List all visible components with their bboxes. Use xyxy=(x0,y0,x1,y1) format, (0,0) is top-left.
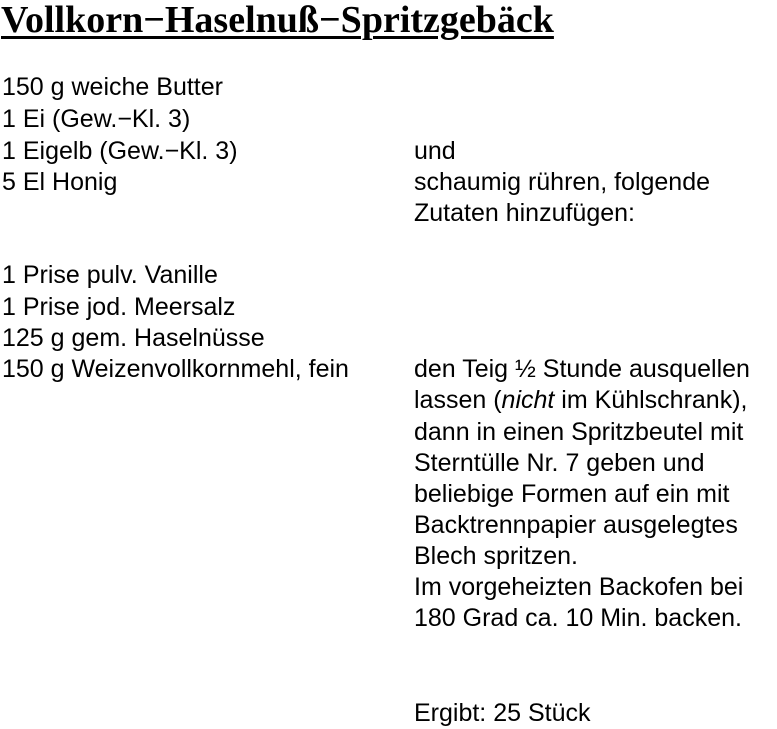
instruction-whip: schaumig rühren, folgende xyxy=(414,168,711,196)
instruction-shapes: beliebige Formen auf ein mit xyxy=(414,480,730,508)
instruction-emphasis-nicht: nicht xyxy=(501,386,555,414)
instruction-not-fridge-end: im Kühlschrank), xyxy=(554,386,748,414)
ingredient-egg: 1 Ei (Gew.−Kl. 3) xyxy=(2,105,191,133)
instruction-rest-dough: den Teig ½ Stunde ausquellen xyxy=(414,355,750,383)
ingredient-egg-yolk: 1 Eigelb (Gew.−Kl. 3) xyxy=(2,137,238,165)
ingredient-sea-salt: 1 Prise jod. Meersalz xyxy=(2,293,236,321)
instruction-not-fridge xyxy=(414,385,747,416)
instruction-and: und xyxy=(414,137,456,165)
ingredient-honey: 5 El Honig xyxy=(2,168,118,196)
recipe-yield: Ergibt: 25 Stück xyxy=(414,699,591,727)
ingredient-vanilla: 1 Prise pulv. Vanille xyxy=(2,261,218,289)
ingredient-flour: 150 g Weizenvollkornmehl, fein xyxy=(2,355,349,383)
instruction-star-nozzle: Sterntülle Nr. 7 geben und xyxy=(414,449,705,477)
ingredient-hazelnuts: 125 g gem. Haselnüsse xyxy=(2,324,265,352)
recipe-title: Vollkorn−Haselnuß−Spritzgebäck xyxy=(1,0,554,41)
instruction-add-ingredients: Zutaten hinzufügen: xyxy=(414,199,635,227)
instruction-preheated-oven: Im vorgeheizten Backofen bei xyxy=(414,573,744,601)
instruction-baking-paper: Backtrennpapier ausgelegtes xyxy=(414,511,738,539)
instruction-bake-time: 180 Grad ca. 10 Min. backen. xyxy=(414,604,742,632)
instruction-not-fridge-start: lassen ( xyxy=(414,386,502,414)
ingredient-butter: 150 g weiche Butter xyxy=(2,73,223,101)
instruction-piping-bag: dann in einen Spritzbeutel mit xyxy=(414,418,744,446)
instruction-pipe-tray: Blech spritzen. xyxy=(414,542,578,570)
